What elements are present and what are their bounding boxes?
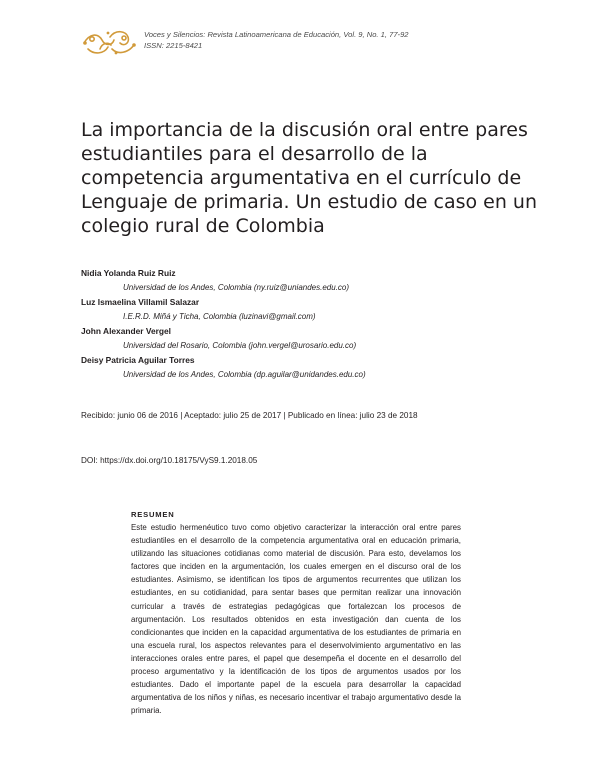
author-affiliation: Universidad del Rosario, Colombia (john.vergel@urosario.edu.co) (123, 341, 357, 350)
author-affiliation: Universidad de los Andes, Colombia (ny.ruiz@uniandes.edu.co) (123, 283, 350, 292)
abstract-heading: RESUMEN (131, 510, 175, 519)
abstract-section (131, 509, 461, 717)
journal-issn: ISSN: 2215-8421 (144, 41, 203, 50)
publication-dates: Recibido: junio 06 de 2016 | Aceptado: julio 25 de 2017 | Publicado en línea: julio 23 de 2018 (81, 411, 418, 420)
author-list (81, 266, 541, 382)
author-name: Luz Ismaelina Villamil Salazar (81, 297, 200, 307)
journal-ornament-icon (80, 27, 138, 57)
author-name: John Alexander Vergel (81, 326, 171, 336)
journal-citation: Voces y Silencios: Revista Latinoamericana de Educación, Vol. 9, No. 1, 77-92 (144, 30, 409, 39)
author-name: Deisy Patricia Aguilar Torres (81, 355, 195, 365)
author-affiliation: Universidad de los Andes, Colombia (dp.aguilar@unidandes.edu.co) (123, 370, 366, 379)
doi-link[interactable]: DOI: https://dx.doi.org/10.18175/VyS9.1.2018.05 (81, 456, 258, 465)
journal-citation-block (144, 29, 409, 51)
abstract-text: Este estudio hermenéutico tuvo como objetivo caracterizar la interacción oral entre pares estudiantiles en el desarrollo de la competencia argumentativa oral en educación primaria, utilizando las situaciones cotidianas como material de discusión. Para esto, develamos los factores que inciden en la argumentación, los cuales emergen en el discurso oral de los estudiantes. Asimismo, se identifican los tipos de argumentos recurrentes que utilizan los estudiantes, en su cotidianidad, para sentar bases que permitan realizar una innovación curricular a través de estrategias pedagógicas que fortalezcan los procesos de argumentación. Los resultados obtenidos en esta investigación dan cuenta de los condicionantes que inciden en la capacidad argumentativa de los estudiantes de primaria en una escuela rural, los aspectos relevantes para el desenvolvimiento argumentativo en las interacciones orales entre pares, el papel que desempeña el docente en el desarrollo del proceso argumentativo y la identificación de los tipos de argumentos usados por los estudiantes. Dado el importante papel de la escuela para desarrollar la capacidad argumentativa de los niños y niñas, es necesario incentivar el trabajo argumentativo desde la primaria. (131, 523, 461, 716)
author-affiliation: I.E.R.D. Miñá y Ticha, Colombia (luzinavi@gmail.com) (123, 312, 316, 321)
article-title: La importancia de la discusión oral entre pares estudiantiles para el desarrollo de la competencia argumentativa en el currículo de Lenguaje de primaria. Un estudio de caso en un colegio rural de Colombia (81, 119, 538, 237)
author-name: Nidia Yolanda Ruiz Ruiz (81, 268, 176, 278)
